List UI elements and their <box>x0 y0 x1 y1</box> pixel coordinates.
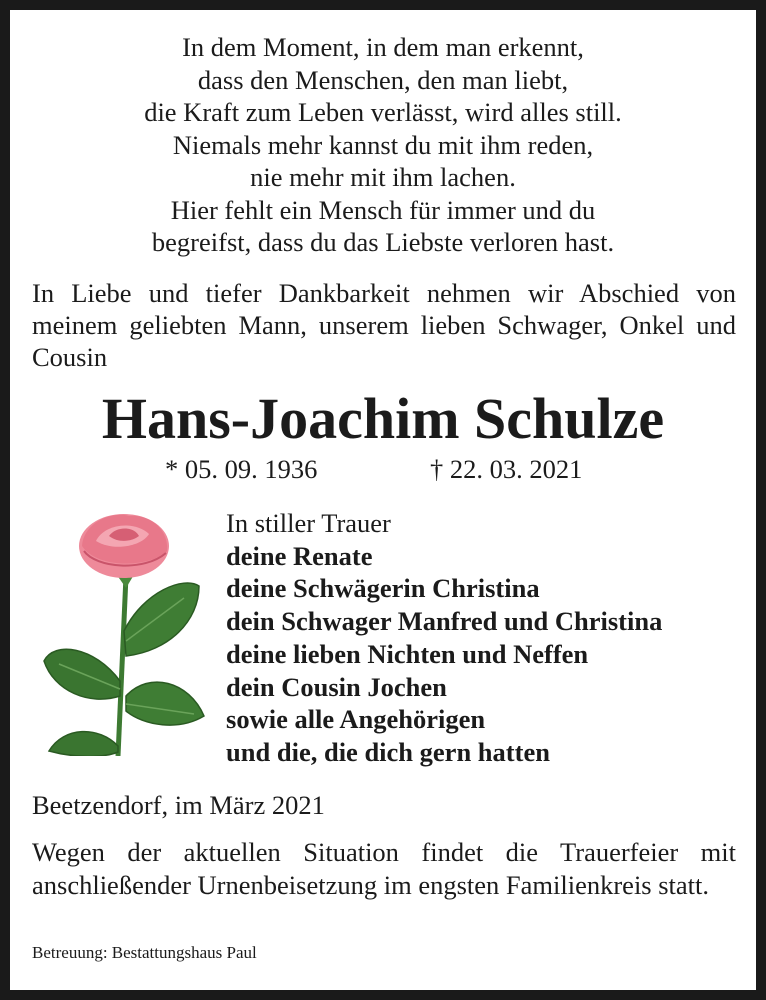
poem-line: Hier fehlt ein Mensch für immer und du <box>170 194 596 225</box>
poem-line: die Kraft zum Leben verlässt, wird alles still. <box>144 97 622 127</box>
mourner-name: dein Schwager Manfred und Christina <box>226 606 663 637</box>
obituary-notice <box>10 10 756 990</box>
mourner-name: sowie alle Angehörigen <box>226 704 486 735</box>
mourner-name: deine Schwägerin Christina <box>226 573 540 604</box>
mourner-name: deine Renate <box>226 540 373 571</box>
mourner-name: deine lieben Nichten und Neffen <box>226 638 589 669</box>
mourners-heading: In stiller Trauer <box>226 508 391 538</box>
poem-line: Niemals mehr kannst du mit ihm reden, <box>172 129 594 160</box>
place-date: Beetzendorf, im März 2021 <box>32 790 325 820</box>
deceased-name: Hans-Joachim Schulze <box>101 386 665 451</box>
poem-line: dass den Menschen, den man liebt, <box>197 64 569 95</box>
poem <box>10 31 756 259</box>
poem-line: In dem Moment, in dem man erkennt, <box>182 32 584 62</box>
poem-line: nie mehr mit ihm lachen. <box>250 162 516 192</box>
mourner-name: dein Cousin Jochen <box>226 671 447 702</box>
poem-line: begreifst, dass du das Liebste verloren hast. <box>151 227 615 257</box>
rose-icon <box>34 506 209 756</box>
funeral-notice: Wegen der aktuellen Situation findet die Trauerfeier mit anschließender Urnenbeisetzung im engsten Familienkreis statt. <box>32 837 736 900</box>
death-date: † 22. 03. 2021 <box>430 454 583 484</box>
intro-text: In Liebe und tiefer Dankbarkeit nehmen wir Abschied von meinem geliebten Mann, unserem lieben Schwager, Onkel und Cousin <box>32 278 736 372</box>
mourners-list <box>226 507 662 769</box>
birth-date: * 05. 09. 1936 <box>165 454 318 484</box>
mourner-name: und die, die dich gern hatten <box>226 736 550 767</box>
funeral-home-credit: Betreuung: Bestattungshaus Paul <box>32 943 257 962</box>
